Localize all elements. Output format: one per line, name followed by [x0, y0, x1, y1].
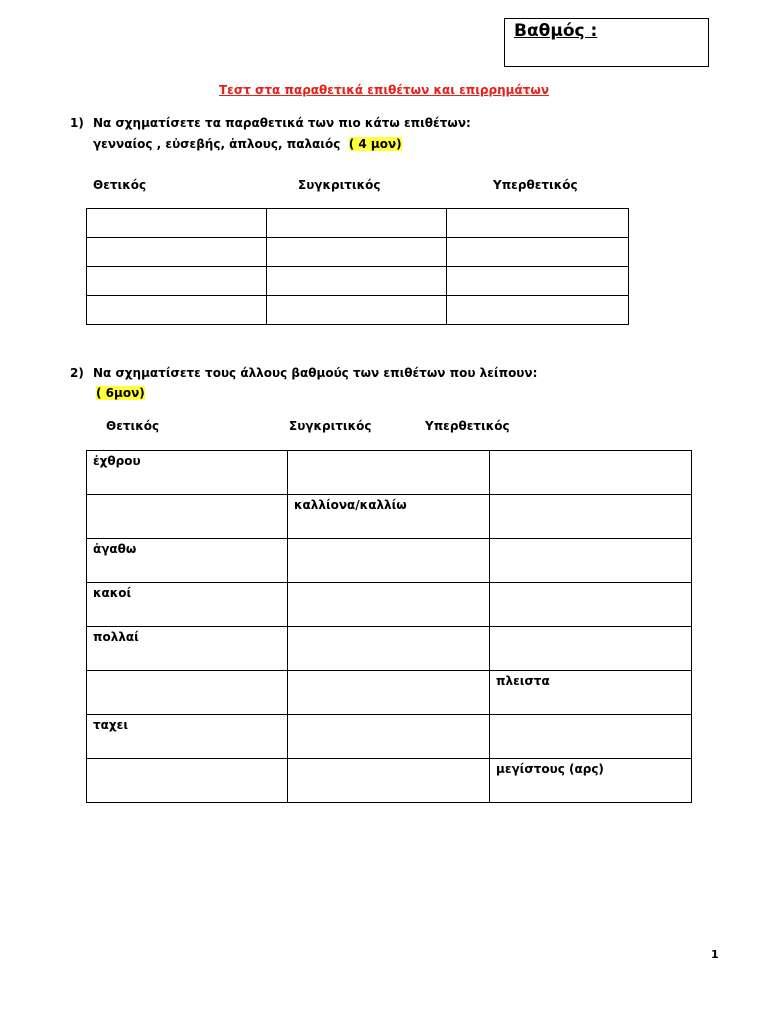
table-cell[interactable] [490, 451, 692, 495]
table-cell[interactable] [490, 671, 692, 715]
table-cell[interactable] [87, 671, 288, 715]
page-number: 1 [711, 948, 719, 961]
table-cell[interactable] [288, 583, 490, 627]
cell-text [447, 209, 628, 212]
table-cell[interactable] [267, 267, 447, 296]
table-cell[interactable] [267, 209, 447, 238]
q1-points: ( 4 μον) [348, 137, 402, 151]
table-cell[interactable] [447, 267, 629, 296]
cell-text [87, 296, 266, 299]
q1-table-row [87, 267, 629, 296]
cell-text: καλλίονα/καλλίω [294, 498, 407, 512]
q2-points-line [96, 386, 145, 400]
table-cell[interactable] [490, 715, 692, 759]
cell-text [288, 583, 489, 586]
q1-words: γενναίος , εὐσεβής, ἁπλους, παλαιός [93, 137, 341, 151]
q2-header-comparative: Συγκριτικός [289, 419, 372, 433]
cell-text: πολλαί [93, 630, 139, 644]
q2-table-row [87, 715, 692, 759]
table-cell[interactable] [288, 495, 490, 539]
cell-text [267, 267, 446, 270]
table-cell[interactable] [490, 539, 692, 583]
table-cell[interactable] [87, 715, 288, 759]
cell-text [490, 715, 691, 718]
table-cell[interactable] [288, 759, 490, 803]
grade-label: Βαθμός : [514, 21, 598, 41]
q1-table-row [87, 296, 629, 325]
table-cell[interactable] [490, 495, 692, 539]
grade-box [504, 18, 709, 67]
cell-text [288, 715, 489, 718]
table-cell[interactable] [490, 583, 692, 627]
table-cell[interactable] [288, 715, 490, 759]
cell-text [490, 627, 691, 630]
cell-text [490, 583, 691, 586]
cell-text: κακοί [93, 586, 132, 600]
cell-text [267, 296, 446, 299]
cell-text [288, 671, 489, 674]
cell-text [447, 296, 628, 299]
q2-table-row [87, 495, 692, 539]
table-cell[interactable] [288, 671, 490, 715]
cell-text: πλειστα [496, 674, 550, 688]
table-cell[interactable] [447, 296, 629, 325]
q2-table-row [87, 583, 692, 627]
q1-header-comparative: Συγκριτικός [298, 178, 381, 192]
q2-table-row [87, 671, 692, 715]
cell-text [87, 238, 266, 241]
cell-text [288, 451, 489, 454]
cell-text: μεγίστους (αρς) [496, 762, 604, 776]
cell-text [267, 238, 446, 241]
table-cell[interactable] [288, 627, 490, 671]
q1-text: Να σχηματίσετε τα παραθετικά των πιο κάτω επιθέτων: [93, 116, 471, 130]
table-cell[interactable] [288, 539, 490, 583]
table-cell[interactable] [267, 296, 447, 325]
table-cell[interactable] [447, 238, 629, 267]
table-cell[interactable] [87, 451, 288, 495]
table-cell[interactable] [288, 451, 490, 495]
cell-text [87, 671, 287, 674]
table-cell[interactable] [87, 238, 267, 267]
q2-header-positive: Θετικός [106, 419, 160, 433]
table-cell[interactable] [267, 238, 447, 267]
table-cell[interactable] [87, 296, 267, 325]
cell-text [267, 209, 446, 212]
q1-table-row [87, 209, 629, 238]
table-cell[interactable] [87, 627, 288, 671]
q2-table-row [87, 451, 692, 495]
test-title: Τεστ στα παραθετικά επιθέτων και επιρρημάτων [219, 83, 549, 97]
table-cell[interactable] [87, 209, 267, 238]
cell-text: ταχει [93, 718, 128, 732]
q1-header-superlative: Υπερθετικός [493, 178, 578, 192]
cell-text [288, 539, 489, 542]
q2-table-row [87, 539, 692, 583]
table-cell[interactable] [87, 267, 267, 296]
q2-header-superlative: Υπερθετικός [425, 419, 510, 433]
q2-points: ( 6μον) [96, 386, 145, 400]
cell-text: ἐχθρου [93, 454, 141, 468]
q2-number: 2) [70, 366, 84, 380]
cell-text [87, 495, 287, 498]
cell-text [490, 539, 691, 542]
table-cell[interactable] [87, 495, 288, 539]
q2-text: Να σχηματίσετε τους άλλους βαθμούς των επιθέτων που λείπουν: [93, 366, 538, 380]
q2-table-row [87, 627, 692, 671]
q1-number: 1) [70, 116, 84, 130]
cell-text [87, 759, 287, 762]
table-cell[interactable] [490, 759, 692, 803]
q1-header-positive: Θετικός [93, 178, 147, 192]
table-cell[interactable] [87, 583, 288, 627]
table-cell[interactable] [87, 539, 288, 583]
cell-text [288, 627, 489, 630]
q1-words-line [93, 137, 402, 151]
q2-answer-table [86, 450, 692, 803]
cell-text [447, 267, 628, 270]
q1-answer-table [86, 208, 629, 325]
cell-text [490, 495, 691, 498]
cell-text [288, 759, 489, 762]
cell-text [447, 238, 628, 241]
q1-table-row [87, 238, 629, 267]
cell-text [87, 209, 266, 212]
table-cell[interactable] [87, 759, 288, 803]
cell-text [490, 451, 691, 454]
cell-text [87, 267, 266, 270]
table-cell[interactable] [447, 209, 629, 238]
q2-table-row [87, 759, 692, 803]
cell-text: ἀγαθω [93, 542, 137, 556]
table-cell[interactable] [490, 627, 692, 671]
